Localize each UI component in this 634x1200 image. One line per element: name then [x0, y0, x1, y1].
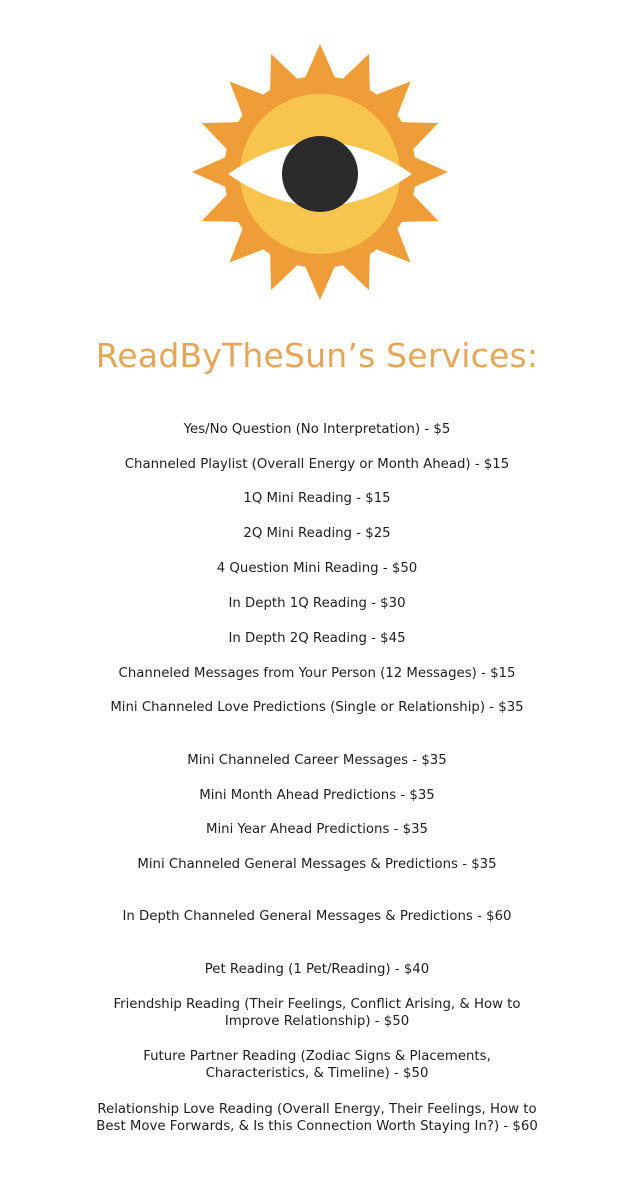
service-item: 4 Question Mini Reading - $50	[216, 561, 418, 576]
service-item: Friendship Reading (Their Feelings, Conflict Arising, & How to Improve Relationship) - $50	[113, 997, 521, 1029]
service-item: Yes/No Question (No Interpretation) - $5	[183, 422, 451, 437]
service-item: In Depth Channeled General Messages & Predictions - $60	[122, 909, 512, 924]
service-item: Relationship Love Reading (Overall Energy, Their Feelings, How to Best Move Forwards, & Is this Connection Worth Staying In?) - $60	[96, 1102, 538, 1134]
service-item: Mini Channeled Career Messages - $35	[187, 753, 447, 768]
service-item: Mini Month Ahead Predictions - $35	[199, 788, 435, 803]
service-item: In Depth 2Q Reading - $45	[228, 631, 406, 646]
service-item: Channeled Playlist (Overall Energy or Month Ahead) - $15	[124, 457, 510, 472]
service-item: 1Q Mini Reading - $15	[243, 491, 391, 506]
service-item: Future Partner Reading (Zodiac Signs & Placements, Characteristics, & Timeline) - $50	[143, 1049, 491, 1081]
service-item: Mini Year Ahead Predictions - $35	[205, 822, 429, 837]
service-item: In Depth 1Q Reading - $30	[228, 596, 406, 611]
service-item: Channeled Messages from Your Person (12 Messages) - $15	[118, 666, 516, 681]
service-item: Mini Channeled General Messages & Predictions - $35	[137, 857, 497, 872]
service-item: Mini Channeled Love Predictions (Single or Relationship) - $35	[110, 700, 524, 715]
service-item: Pet Reading (1 Pet/Reading) - $40	[204, 962, 430, 977]
service-item: 2Q Mini Reading - $25	[243, 526, 391, 541]
page-title: ReadByTheSun’s Services:	[95, 336, 539, 375]
